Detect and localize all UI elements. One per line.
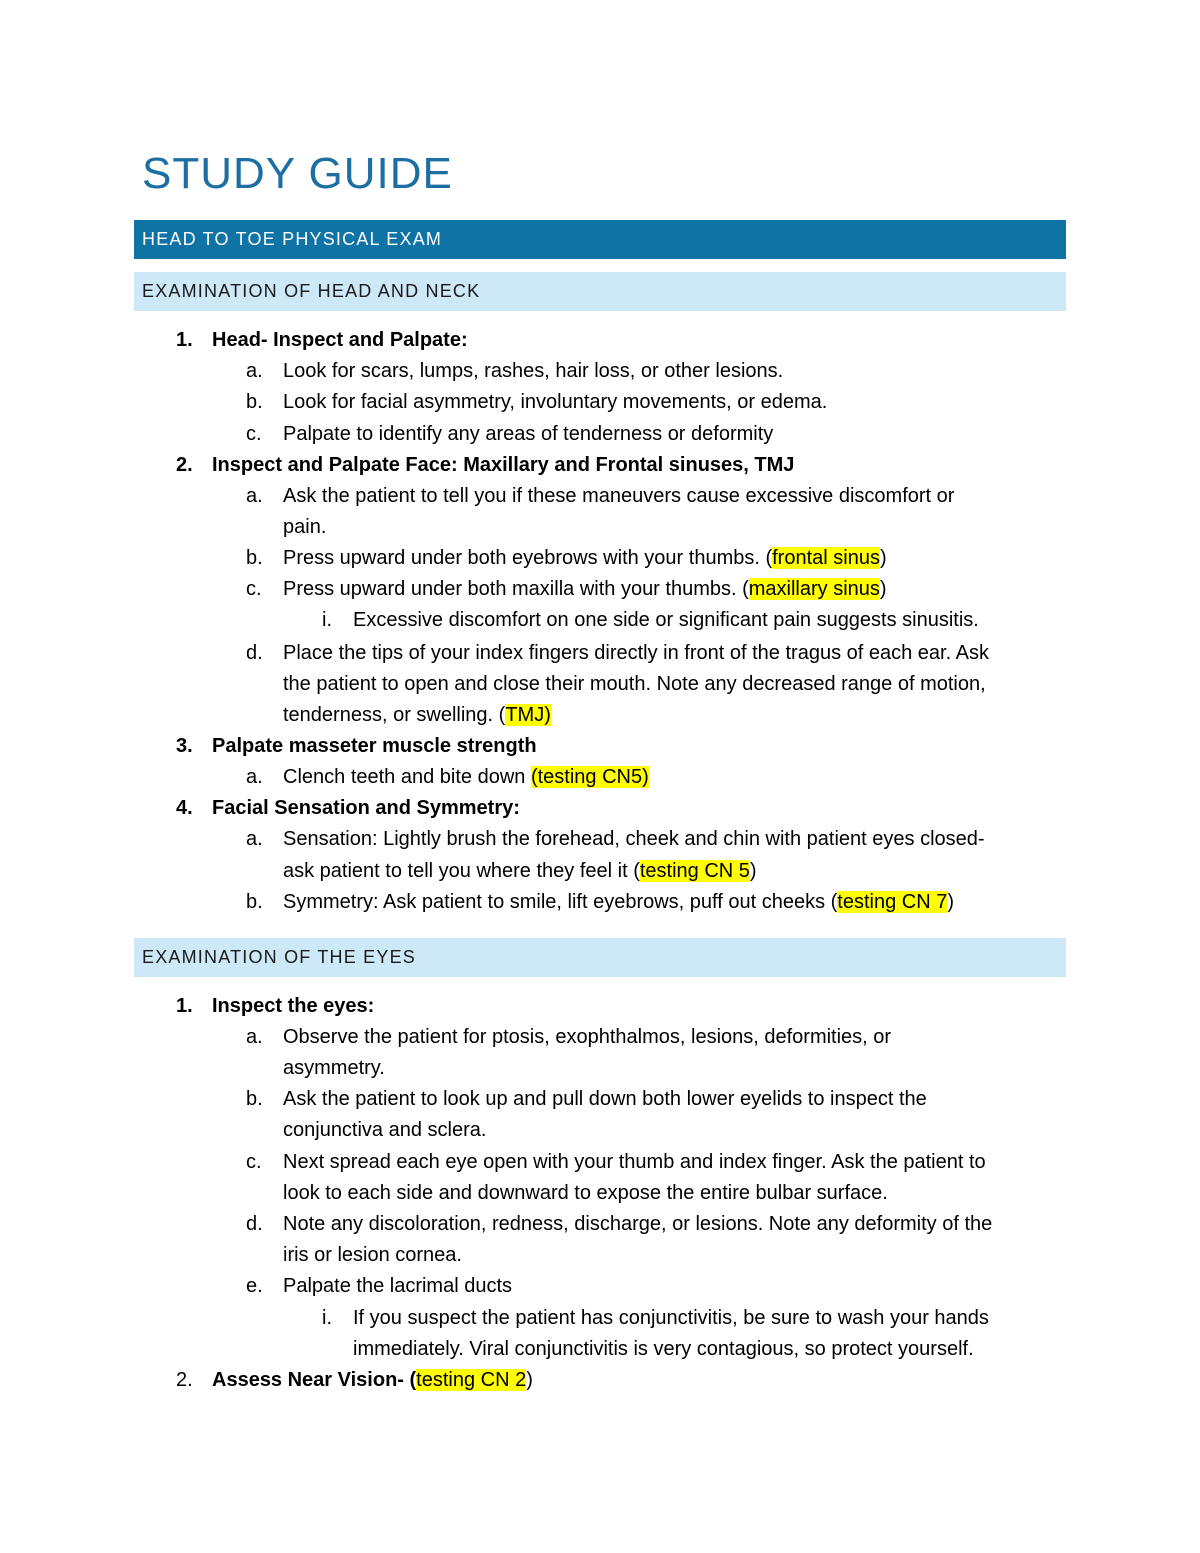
list-item-line: iris or lesion cornea. <box>283 1244 462 1266</box>
list-letter: b. <box>246 391 263 413</box>
list-item-line: Ask the patient to tell you if these maneuvers cause excessive discomfort or <box>283 485 955 507</box>
list-item-heading: Inspect and Palpate Face: Maxillary and Frontal sinuses, TMJ <box>212 454 795 476</box>
highlight: testing CN 7 <box>837 891 948 913</box>
list-letter: c. <box>246 1151 262 1173</box>
list-item: Excessive discomfort on one side or significant pain suggests sinusitis. <box>353 609 979 631</box>
list-item-line: conjunctiva and sclera. <box>283 1119 487 1141</box>
list-item: Look for facial asymmetry, involuntary movements, or edema. <box>283 391 828 413</box>
highlight: testing CN 5 <box>639 860 750 882</box>
section-heading-head-neck: EXAMINATION OF HEAD AND NECK <box>134 272 1066 311</box>
list-number: 3. <box>176 735 193 757</box>
list-letter: e. <box>246 1275 263 1297</box>
list-item-heading: Facial Sensation and Symmetry: <box>212 797 520 819</box>
list-roman: i. <box>322 609 332 631</box>
list-item-line: Observe the patient for ptosis, exophthalmos, lesions, deformities, or <box>283 1026 892 1048</box>
list-letter: c. <box>246 423 262 445</box>
list-item-line: ask patient to tell you where they feel it (testing CN 5) <box>283 860 757 882</box>
list-item: Look for scars, lumps, rashes, hair loss, or other lesions. <box>283 360 784 382</box>
list-item: Symmetry: Ask patient to smile, lift eyebrows, puff out cheeks (testing CN 7) <box>283 891 955 913</box>
highlight: frontal sinus <box>772 547 880 569</box>
highlight: testing CN 2 <box>416 1369 527 1391</box>
list-letter: a. <box>246 485 263 507</box>
list-item: Palpate to identify any areas of tenderness or deformity <box>283 423 774 445</box>
list-letter: a. <box>246 828 263 850</box>
list-item-heading: Palpate masseter muscle strength <box>212 735 537 757</box>
list-item-line: If you suspect the patient has conjunctivitis, be sure to wash your hands <box>353 1307 989 1329</box>
list-roman: i. <box>322 1307 332 1329</box>
list-number: 2. <box>176 454 193 476</box>
list-item-line: pain. <box>283 516 327 538</box>
list-item-line: Place the tips of your index fingers directly in front of the tragus of each ear. Ask <box>283 642 989 664</box>
highlight: maxillary sinus <box>748 578 880 600</box>
list-letter: b. <box>246 1088 263 1110</box>
list-item: Palpate the lacrimal ducts <box>283 1275 513 1297</box>
list-item-heading: Assess Near Vision- (testing CN 2) <box>212 1369 533 1391</box>
list-number: 4. <box>176 797 193 819</box>
list-item-line: look to each side and downward to expose the entire bulbar surface. <box>283 1182 888 1204</box>
list-item-line: the patient to open and close their mouth. Note any decreased range of motion, <box>283 673 986 695</box>
list-letter: d. <box>246 642 263 664</box>
list-item: Press upward under both maxilla with your thumbs. (maxillary sinus) <box>283 578 887 600</box>
highlight: TMJ) <box>505 704 551 726</box>
list-item-line: immediately. Viral conjunctivitis is very contagious, so protect yourself. <box>353 1338 974 1360</box>
list-number: 2. <box>176 1369 193 1391</box>
list-letter: a. <box>246 1026 263 1048</box>
list-item: Press upward under both eyebrows with your thumbs. (frontal sinus) <box>283 547 887 569</box>
list-letter: a. <box>246 766 263 788</box>
list-item-line: asymmetry. <box>283 1057 385 1079</box>
list-item: Clench teeth and bite down (testing CN5) <box>283 766 649 788</box>
list-item-line: Ask the patient to look up and pull down both lower eyelids to inspect the <box>283 1088 927 1110</box>
list-letter: c. <box>246 578 262 600</box>
list-letter: b. <box>246 547 263 569</box>
list-item-line: Note any discoloration, redness, discharge, or lesions. Note any deformity of the <box>283 1213 993 1235</box>
section-band-main: HEAD TO TOE PHYSICAL EXAM <box>134 220 1066 259</box>
document-title: STUDY GUIDE <box>142 149 453 198</box>
list-item-heading: Head- Inspect and Palpate: <box>212 329 468 351</box>
highlight: (testing CN5) <box>530 766 649 788</box>
list-number: 1. <box>176 329 193 351</box>
list-letter: b. <box>246 891 263 913</box>
list-item-line: tenderness, or swelling. (TMJ) <box>283 704 551 726</box>
list-item-heading: Inspect the eyes: <box>212 995 375 1017</box>
section-heading-eyes: EXAMINATION OF THE EYES <box>134 938 1066 977</box>
list-item-line: Sensation: Lightly brush the forehead, cheek and chin with patient eyes closed- <box>283 828 985 850</box>
list-letter: a. <box>246 360 263 382</box>
list-item-line: Next spread each eye open with your thumb and index finger. Ask the patient to <box>283 1151 986 1173</box>
list-letter: d. <box>246 1213 263 1235</box>
list-number: 1. <box>176 995 193 1017</box>
